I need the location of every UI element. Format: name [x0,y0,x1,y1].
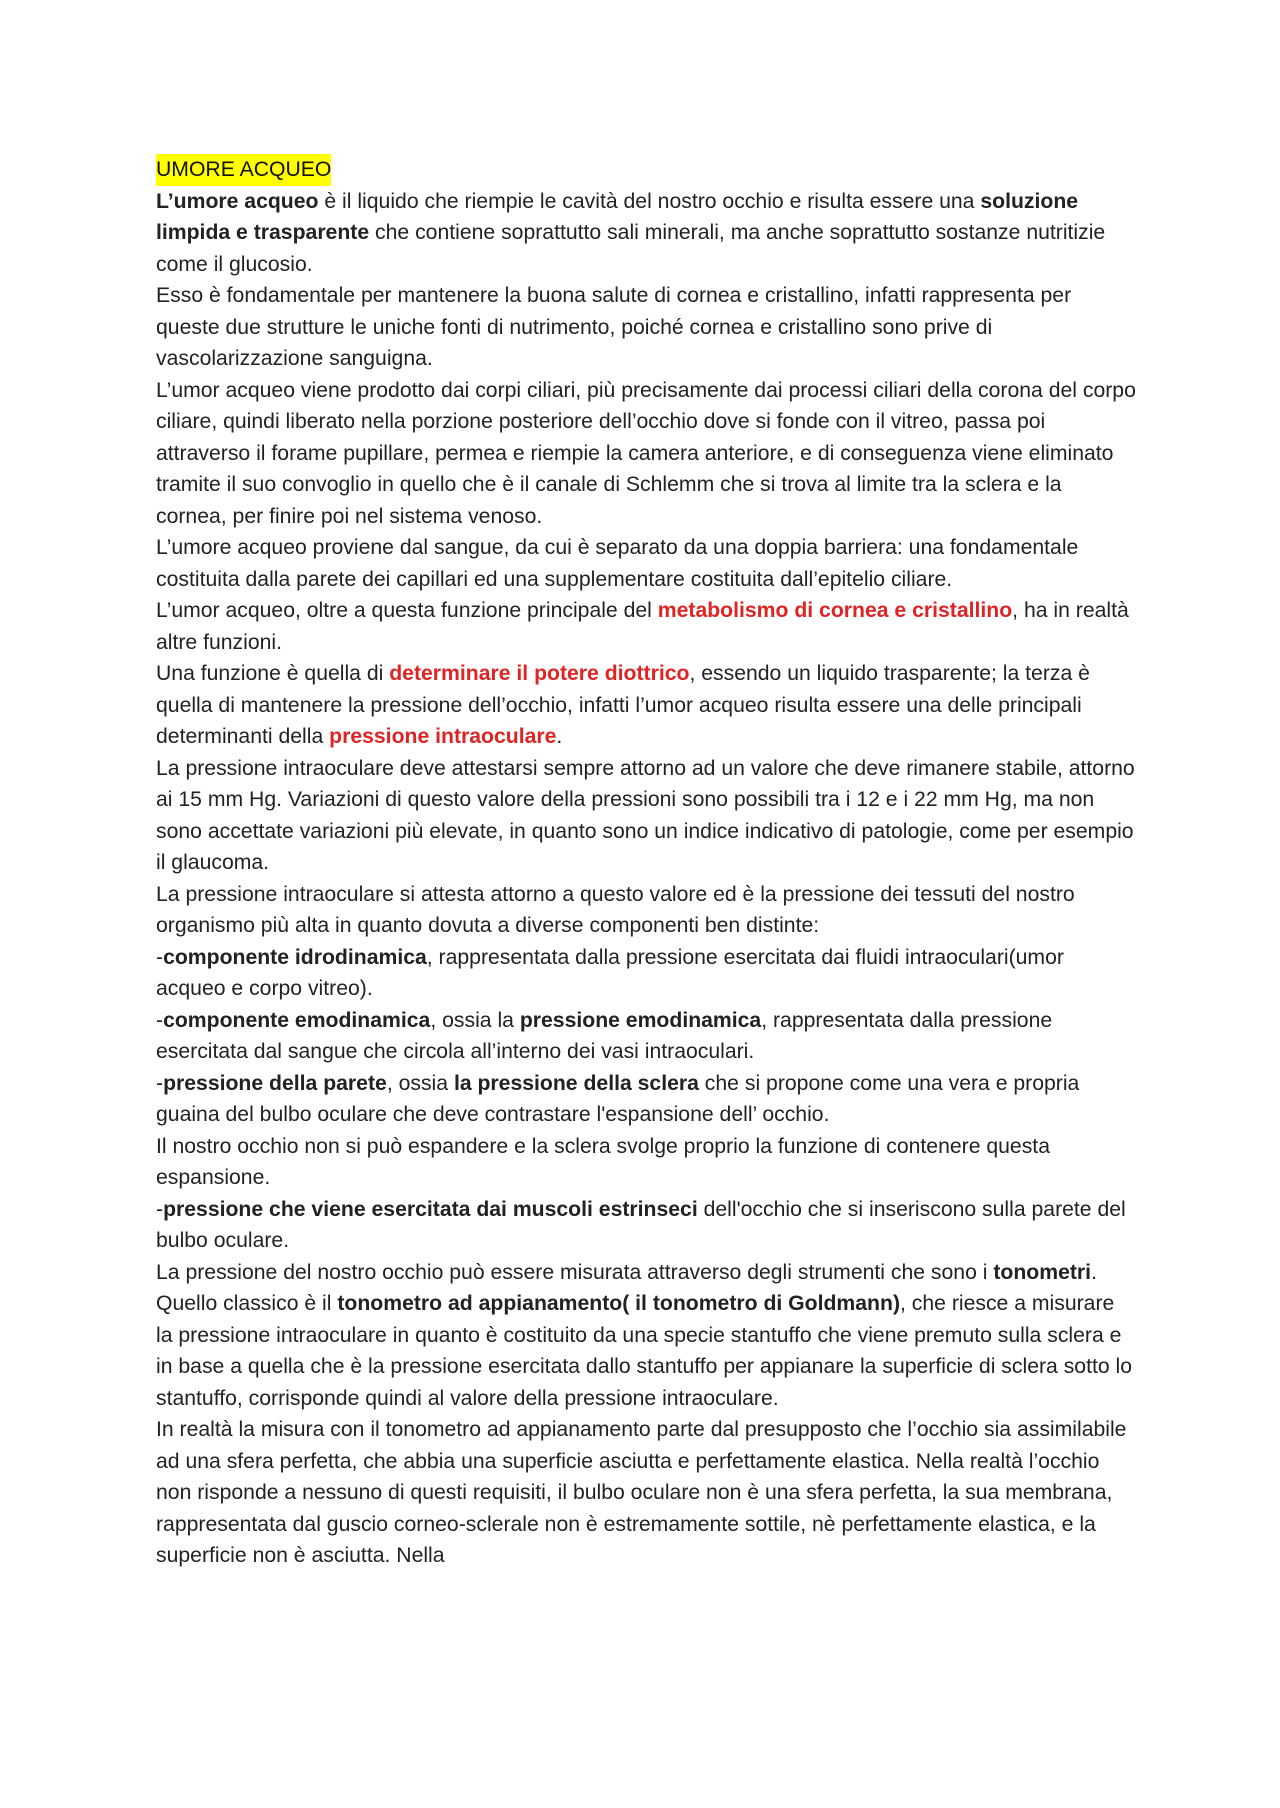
text-run: Il nostro occhio non si può espandere e la sclera svolge proprio la funzione di contenere questa espansione. [156,1134,1050,1189]
text-run: , ha in realtà altre funzioni. [156,599,1129,654]
text-run: L’umor acqueo, oltre a questa funzione principale del [156,599,658,622]
text-run: - [156,1008,164,1032]
paragraph [156,1194,1136,1257]
paragraph [156,1068,1136,1131]
text-run: Quello classico è il [156,1292,338,1315]
document-title: UMORE ACQUEO [156,154,331,186]
title-line [156,154,1136,186]
text-run: , essendo un liquido trasparente; la terza è quella di mantenere la pressione dell’occhio, infatti l’umor acqueo risulta essere una delle principali determinanti della [156,662,1090,748]
text-run: , ossia la [430,1008,520,1032]
text-run: che contiene soprattutto sali minerali, ma anche soprattutto sostanze nutritizie come il glucosio. [156,221,1106,276]
document-body [156,186,1136,1572]
bold-text: L’umore acqueo [156,189,319,213]
paragraph [156,532,1136,595]
paragraph [156,942,1136,1005]
paragraph [156,1257,1136,1289]
text-run: Una funzione è quella di [156,662,390,685]
text-run: , che riesce a misurare la pressione intraoculare in quanto è costituito da una specie stantuffo che viene premuto sulla sclera e in base a quella che è la pressione esercitata dallo stantuffo per appianare la superficie di sclera sotto lo stantuffo, corrisponde quindi al valore della pressione intraoculare. [156,1292,1133,1410]
highlighted-red-text: metabolismo di cornea e cristallino [657,599,1013,622]
paragraph [156,658,1136,753]
highlighted-red-text: pressione intraoculare [329,725,557,748]
paragraph [156,186,1136,281]
text-run: . [556,725,563,748]
bold-text: pressione emodinamica [519,1008,762,1032]
bold-text: tonometro ad appianamento( il tonometro di Goldmann) [337,1292,900,1315]
paragraph [156,1414,1136,1572]
paragraph [156,1131,1136,1194]
bold-text: tonometri [993,1260,1092,1284]
text-run: L’umor acqueo viene prodotto dai corpi ciliari, più precisamente dai processi ciliari della corona del corpo ciliare, quindi liberato nella porzione posteriore dell’occhio dove si fonde con il vitreo, passa poi attraverso il forame pupillare, permea e riempie la camera anteriore, e di conseguenza viene eliminato tramite il suo convoglio in quello che è il canale di Schlemm che si trova al limite tra la sclera e la cornea, per finire poi nel sistema venoso. [156,378,1136,528]
text-run: La pressione del nostro occhio può essere misurata attraverso degli strumenti che sono i [156,1260,994,1284]
paragraph [156,1005,1136,1068]
text-run: - [156,945,164,969]
paragraph [156,280,1136,375]
bold-text: componente emodinamica [163,1008,431,1032]
text-run: In realtà la misura con il tonometro ad appianamento parte dal presupposto che l’occhio sia assimilabile ad una sfera perfetta, che abbia una superficie asciutta e perfettamente elastica. Nella realtà l’occhio non risponde a nessuno di questi requisiti, il bulbo oculare non è una sfera perfetta, la sua membrana, rappresentata dal guscio corneo-sclerale non è estremamente sottile, nè perfettamente elastica, e la superficie non è asciutta. Nella [156,1418,1127,1567]
paragraph [156,753,1136,879]
text-run: . [1091,1260,1097,1284]
text-run: - [156,1071,164,1095]
text-run: La pressione intraoculare si attesta attorno a questo valore ed è la pressione dei tessuti del nostro organismo più alta in quanto dovuta a diverse componenti ben distinte: [156,882,1075,937]
bold-text: componente idrodinamica [163,945,427,969]
bold-text: pressione che viene esercitata dai muscoli estrinseci [163,1197,698,1221]
text-run: , rappresentata dalla pressione esercitata dal sangue che circola all’interno dei vasi intraoculari. [156,1008,1053,1063]
bold-text: pressione della parete [163,1071,387,1095]
text-run: Esso è fondamentale per mantenere la buona salute di cornea e cristallino, infatti rappresenta per queste due strutture le uniche fonti di nutrimento, poiché cornea e cristallino sono prive di vascolarizzazione sanguigna. [156,284,1072,370]
text-run: è il liquido che riempie le cavità del nostro occhio e risulta essere una [318,189,981,213]
bold-text: la pressione della sclera [453,1071,699,1095]
text-run: che si propone come una vera e propria guaina del bulbo oculare che deve contrastare l'espansione dell’ occhio. [156,1071,1080,1126]
highlighted-red-text: determinare il potere diottrico [389,662,690,685]
bold-text: soluzione limpida e trasparente [156,189,1079,244]
text-run: L’umore acqueo proviene dal sangue, da cui è separato da una doppia barriera: una fondamentale costituita dalla parete dei capillari ed una supplementare costituita dall’epitelio ciliare. [156,536,1079,591]
paragraph [156,879,1136,942]
text-run: La pressione intraoculare deve attestarsi sempre attorno ad un valore che deve rimanere stabile, attorno ai 15 mm Hg. Variazioni di questo valore della pressioni sono possibili tra i 12 e i 22 mm Hg, ma non sono accettate variazioni più elevate, in quanto sono un indice indicativo di patologie, come per esempio il glaucoma. [156,756,1135,874]
text-run: , ossia [386,1071,454,1095]
text-run: dell'occhio che si inseriscono sulla parete del bulbo oculare. [156,1197,1126,1252]
paragraph [156,595,1136,658]
paragraph [156,1288,1136,1414]
text-run: , rappresentata dalla pressione esercitata dai fluidi intraoculari(umor acqueo e corpo vitreo). [156,945,1064,1000]
document-page [156,154,1136,1572]
paragraph [156,375,1136,533]
text-run: - [156,1197,164,1221]
